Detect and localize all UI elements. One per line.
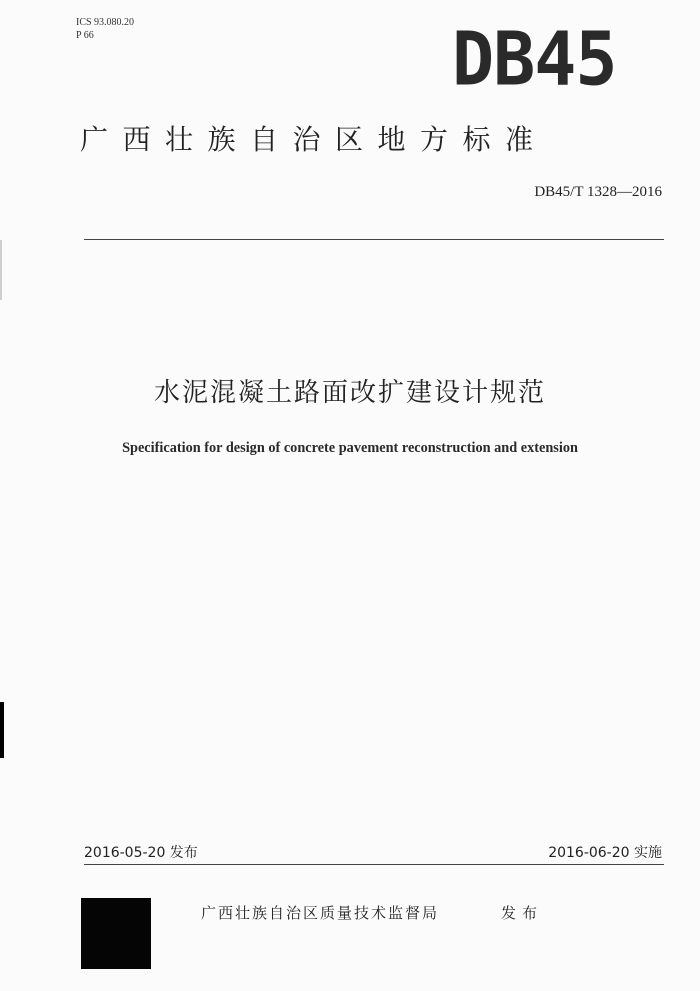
issue-date: 2016-05-20 发布 xyxy=(84,845,198,861)
issuing-authority: 广西壮族自治区质量技术监督局 xyxy=(201,904,440,922)
document-title-chinese: 水泥混凝土路面改扩建设计规范 xyxy=(153,378,546,408)
implementation-date: 2016-06-20 实施 xyxy=(548,845,662,861)
scan-edge-mark xyxy=(0,702,4,758)
scan-shadow-top xyxy=(0,240,2,300)
db45-logo: DB45 xyxy=(452,15,617,103)
classification-code: P 66 xyxy=(76,30,94,41)
ics-code: ICS 93.080.20 xyxy=(76,17,135,28)
bottom-divider xyxy=(84,864,664,865)
classification-block xyxy=(76,16,134,42)
top-divider xyxy=(84,239,664,240)
issuing-action: 发布 xyxy=(501,904,544,922)
standard-type-heading: 广西壮族自治区地方标准 xyxy=(80,123,548,156)
document-title-english: Specification for design of concrete pavement reconstruction and extension xyxy=(122,440,578,456)
standard-code: DB45/T 1328—2016 xyxy=(534,184,662,200)
redacted-block xyxy=(81,898,151,969)
